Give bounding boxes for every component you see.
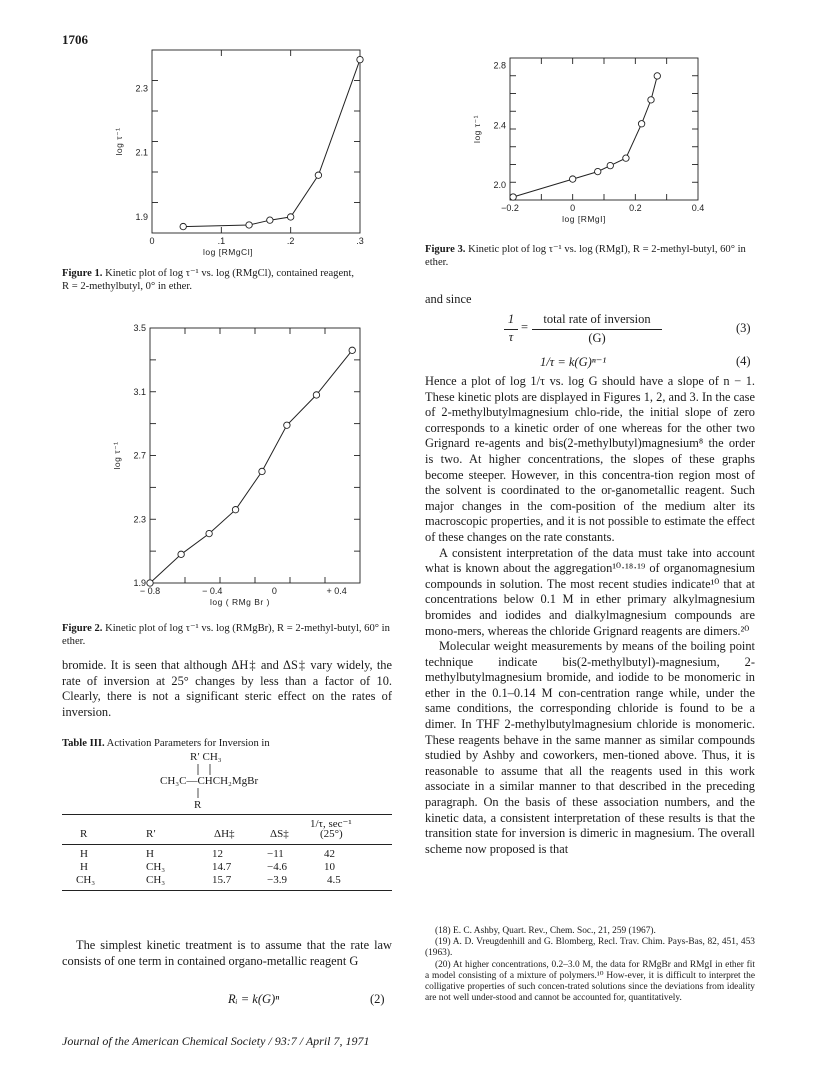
- figure-3-caption-text: Kinetic plot of log τ⁻¹ vs. log (RMgI), R = 2-methyl-butyl, 60° in ether.: [425, 244, 746, 268]
- reference-18: (18) E. C. Ashby, Quart. Rev., Chem. Soc., 21, 259 (1967).: [435, 926, 656, 936]
- table-header-r: R: [80, 828, 88, 840]
- table-3-structure-mid: CH₃C—CHCH₂MgBr: [160, 775, 259, 787]
- table-header-rate: 1/τ, sec⁻¹: [310, 818, 352, 830]
- x-tick-label: .1: [217, 236, 226, 246]
- data-point: [287, 214, 293, 220]
- data-point: [349, 347, 355, 353]
- x-tick-label: − 0.4: [202, 586, 223, 596]
- references: [425, 926, 755, 1004]
- bromide-paragraph: bromide. It is seen that although ΔH‡ and ΔS‡ vary widely, the rate of inversion at 25° changes by less than a factor of 10. Clearly, there is not a significant steric effect on the rates of inversion.: [62, 658, 392, 719]
- reference-20: (20) At higher concentrations, 0.2–3.0 M, the data for RMgBr and RMgI in ether fit a model consisting of a mixture of polymers.¹⁰ How-ever, it is difficult to interpret the colligative properties of such concen-trated solutions since the deviations from ideality are not well under-stood and cannot be accounted for, quantitatively.: [425, 959, 755, 1004]
- data-point: [638, 121, 644, 127]
- plot-frame: [152, 50, 360, 233]
- reference-19: (19) A. D. Vreugdenhill and G. Blomberg, Recl. Trav. Chim. Pays-Bas, 82, 451, 453 (1963).: [425, 937, 755, 959]
- figure-3-chart: [470, 52, 720, 240]
- figure-2-caption-label: Figure 2.: [62, 623, 103, 634]
- data-point: [284, 422, 290, 428]
- data-point: [648, 97, 654, 103]
- equation-4-number: (4): [736, 354, 751, 368]
- data-point: [259, 468, 265, 474]
- data-point: [180, 223, 186, 229]
- fit-curve: [150, 350, 352, 583]
- x-tick-label: − 0.8: [139, 586, 161, 596]
- page-number: 1706: [62, 32, 88, 47]
- right-text-body: [425, 374, 755, 857]
- x-tick-label: 0.4: [691, 203, 705, 213]
- data-point: [623, 155, 629, 161]
- table-3-label: Table III.: [62, 738, 105, 749]
- y-tick-label: 1.9: [135, 211, 148, 222]
- y-tick-label: 2.0: [493, 180, 506, 191]
- eq3-lhs-denominator: τ: [508, 330, 514, 344]
- y-tick-label: 2.3: [133, 514, 146, 525]
- figure-3-caption: [425, 244, 755, 269]
- table-3-title-text: Activation Parameters for Inversion in: [106, 738, 270, 749]
- table-header-dh: ΔH‡: [214, 828, 235, 840]
- eq3-numerator: total rate of inversion: [543, 312, 651, 326]
- plot-frame: [150, 328, 360, 583]
- x-tick-label: 0.2: [629, 203, 642, 213]
- molecular-paragraph: Molecular weight measurements by means of the boiling point technique indicate bis(2-methylbutyl)-magnesium, 2-methylbutylmagnesium bromide, and iodide to be monomeric in ether in the 0.1–0.14 M con-centration range while, under the same conditions, the corresponding chloride is found to be a dimer. In THF 2-methylbutylmagnesium chloride is monomeric. These reagents behave in the same manner as similar compounds studied by Ashby and coworkers, men-tioned above. Thus, it is reasonable to assume that all the reagents used in this work associate in a similar manner to that described in the preceding paragraph. On the basis of these association numbers, and the kinetic data, a consistent interpretation of these results is that the transition state for inversion is dimeric in magnesium. The overall scheme now proposed is that: [425, 639, 755, 856]
- table-header-rule: [62, 844, 392, 845]
- figure-1-caption-text: Kinetic plot of log τ⁻¹ vs. log (RMgCl), contained reagent, R = 2-methylbutyl, 0° in ether.: [62, 268, 355, 292]
- data-point: [232, 506, 238, 512]
- table-header-ds: ΔS‡: [270, 828, 289, 840]
- y-axis-label: log τ⁻¹: [472, 115, 482, 143]
- simplest-paragraph: The simplest kinetic treatment is to assume that the rate law consists of one term in contained organo-metallic reagent G: [62, 938, 392, 968]
- table-cell: 12: [212, 848, 223, 860]
- table-cell: H: [80, 848, 88, 860]
- data-point: [178, 551, 184, 557]
- figure-3-caption-label: Figure 3.: [425, 244, 466, 255]
- y-tick-label: 2.1: [135, 147, 148, 158]
- table-3-structure-bot: R: [194, 799, 202, 811]
- eq3-denominator: (G): [588, 331, 606, 345]
- table-cell: 4.5: [327, 874, 341, 886]
- and-since: and since: [425, 292, 472, 306]
- table-3-title: [62, 738, 392, 749]
- data-point: [206, 530, 212, 536]
- hence-paragraph: Hence a plot of log 1/τ vs. log G should have a slope of n − 1. These kinetic plots are displayed in Figures 1, 2, and 3. In the case of 2-methylbutylmagnesium chlo-ride, the initial slope of zero corresponds to a kinetic order of one whereas for the other two Grignard re-agents and bis(2-methylbutyl)magnesium⁸ the order is two. At higher concentrations, the slopes of these graphs become steeper. However, in this concentra-tion region most of the solvent is coordinated to the or-ganometallic reagent. Such major changes in the com-position of the medium alter its macroscopic properties, and it is not possible to estimate the effect of these changes on the rate constants.: [425, 374, 755, 544]
- y-axis-label: log τ⁻¹: [112, 441, 122, 470]
- eq3-lhs-numerator: 1: [507, 312, 515, 326]
- data-point: [315, 172, 321, 178]
- eq3-equals: =: [521, 320, 529, 334]
- table-cell: 10: [324, 861, 335, 873]
- data-point: [147, 580, 153, 586]
- table-header-rprime: R′: [146, 828, 156, 840]
- x-tick-label: −0.2: [501, 203, 519, 213]
- x-axis-label: log [RMgI]: [562, 214, 606, 224]
- consistent-paragraph: A consistent interpretation of the data must take into account what is known about the aggregation¹⁰·¹⁸·¹⁹ of organomagnesium compounds in solution. The most recent studies indicate¹⁰ that at concentrations below 0.1 M in ether primary alkylmagnesium bromides and iodides and dialkylmagnesium compounds are mono-mers, whereas the chloride Grignard reagents are dimers.²⁰: [425, 545, 755, 638]
- data-point: [607, 162, 613, 168]
- data-point: [510, 194, 516, 200]
- table-cell: 14.7: [212, 861, 232, 873]
- y-tick-label: 2.8: [493, 60, 506, 71]
- table-cell: CH₃: [146, 861, 166, 873]
- fit-curve: [513, 76, 657, 197]
- table-3: [62, 814, 392, 914]
- data-point: [313, 392, 319, 398]
- figure-2-caption-text: Kinetic plot of log τ⁻¹ vs. log (RMgBr), R = 2-methyl-butyl, 60° in ether.: [62, 623, 390, 647]
- table-cell: CH₃: [76, 874, 96, 886]
- x-tick-label: .2: [286, 236, 295, 246]
- figure-1-chart: [100, 45, 390, 267]
- x-tick-label: 0: [149, 236, 155, 246]
- equation-2-number: (2): [370, 992, 385, 1006]
- table-cell: 42: [324, 848, 335, 860]
- table-cell: H: [80, 861, 88, 873]
- data-point: [267, 217, 273, 223]
- y-tick-label: 1.9: [133, 578, 146, 588]
- fit-curve: [183, 60, 360, 227]
- figure-1-caption-label: Figure 1.: [62, 268, 103, 279]
- table-bottom-rule: [62, 890, 392, 891]
- y-axis-label: log τ⁻¹: [114, 127, 124, 156]
- table-cell: CH₃: [146, 874, 166, 886]
- y-tick-label: 3.5: [133, 323, 146, 333]
- eq3-fraction-line: [532, 329, 662, 330]
- table-header-temp: (25°): [320, 828, 343, 840]
- x-tick-label: 0: [271, 586, 277, 596]
- table-cell: −11: [267, 848, 284, 860]
- table-cell: H: [146, 848, 154, 860]
- left-paragraph-simplest: [62, 938, 392, 969]
- figure-2-caption: [62, 623, 402, 648]
- x-tick-label: 0: [570, 203, 576, 213]
- table-cell: −3.9: [267, 874, 287, 886]
- y-tick-label: 2.4: [493, 120, 506, 131]
- x-axis-label: log ( RMg Br ): [210, 597, 270, 607]
- x-tick-label: + 0.4: [326, 586, 347, 596]
- table-cell: 15.7: [212, 874, 232, 886]
- left-paragraph-bromide: [62, 658, 392, 720]
- equation-4: 1/τ = k(G)ⁿ⁻¹: [540, 355, 607, 369]
- x-axis-label: log [RMgCl]: [203, 247, 253, 257]
- table-3-structure-top: R′ CH₃: [190, 751, 222, 763]
- figure-2-chart: [100, 318, 390, 618]
- data-point: [357, 56, 363, 62]
- figure-1-caption: [62, 268, 362, 293]
- table-cell: −4.6: [267, 861, 287, 873]
- data-point: [246, 222, 252, 228]
- data-point: [654, 73, 660, 79]
- journal-footer: Journal of the American Chemical Society / 93:7 / April 7, 1971: [62, 1034, 370, 1048]
- y-tick-label: 2.7: [133, 450, 146, 461]
- data-point: [595, 168, 601, 174]
- data-point: [569, 176, 575, 182]
- y-tick-label: 3.1: [133, 386, 146, 397]
- table-top-rule: [62, 814, 392, 815]
- x-tick-label: .3: [356, 236, 364, 246]
- equation-3-number: (3): [736, 321, 751, 335]
- equation-2: Rᵢ = k(G)ⁿ: [228, 992, 280, 1006]
- plot-frame: [510, 58, 698, 200]
- y-tick-label: 2.3: [135, 83, 148, 94]
